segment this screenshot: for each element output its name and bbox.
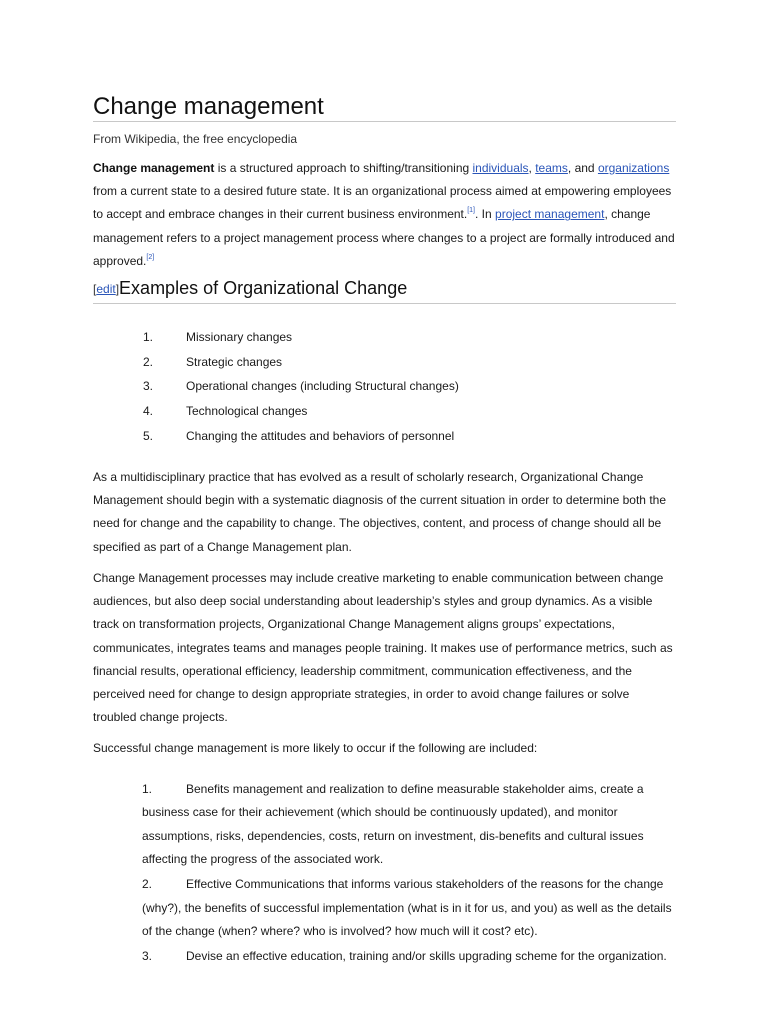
list-text: Technological changes: [186, 404, 308, 419]
intro-text-1: is a structured approach to shifting/transitioning: [214, 161, 473, 175]
list-number: 2.: [142, 877, 153, 892]
list-number: 4.: [143, 404, 154, 419]
list-number: 5.: [143, 428, 154, 443]
list-number: 2.: [143, 354, 154, 369]
link-project-management[interactable]: project management: [495, 207, 605, 222]
list-number: 3.: [143, 379, 154, 394]
list-text: Missionary changes: [186, 330, 293, 344]
intro-text-3: , and: [567, 161, 598, 175]
reference-1[interactable]: [1]: [467, 207, 476, 215]
bold-term: Change management: [93, 161, 215, 175]
list-item: [142, 873, 678, 943]
intro-paragraph: [93, 157, 676, 273]
paragraph-processes: Change Management processes may include creative marketing to enable communication between change audiences, but also deep social understanding about leadership’s styles and group dynamics. As a visible track on transformation projects, Organizational Change Management aligns groups’ expectations, communicates, integrates teams and manages people training. It makes use of performance metrics, such as financial results, operational efficiency, leadership commitment, communication effectiveness, and the perceived need for change to design appropriate strategies, in order to avoid change failures or solve troubled change projects.: [93, 571, 673, 725]
list-item: [93, 428, 676, 453]
success-factors-list: [142, 778, 678, 970]
link-organizations[interactable]: organizations: [597, 161, 670, 175]
page-title: Change management: [93, 92, 676, 122]
link-individuals[interactable]: individuals: [472, 161, 529, 175]
list-text: Strategic changes: [186, 354, 283, 369]
list-item: [142, 945, 678, 968]
list-item: [93, 403, 676, 428]
list-number: 1.: [143, 330, 154, 344]
list-text: Devise an effective education, training and/or skills upgrading scheme for the organization.: [186, 948, 667, 963]
list-number: 3.: [142, 948, 153, 963]
intro-text-6: , change management refers to a project management process where changes to a project are formally introduced and approved.: [93, 207, 675, 268]
reference-2[interactable]: [2]: [146, 253, 155, 261]
list-text: Benefits management and realization to define measurable stakeholder aims, create a business case for their achievement (which should be continuously updated), and monitor assumptions, risks, dependencies, costs, return on investment, dis-benefits and cultural issues affecting the progress of the associated work.: [142, 782, 644, 867]
paragraph-success-intro: Successful change management is more likely to occur if the following are included:: [93, 741, 538, 755]
edit-bracket-open: [: [93, 282, 97, 296]
list-item: [142, 778, 678, 872]
list-number: 1.: [142, 782, 153, 796]
paragraph-practice: As a multidisciplinary practice that has evolved as a result of scholarly research, Organizational Change Management should begin with a systematic diagnosis of the current situation in order to determine both the need for change and the capability to change. The objectives, content, and process of change should all be specified as part of a Change Management plan.: [93, 470, 666, 554]
section-heading-row: [93, 278, 676, 304]
intro-text-5: . In: [475, 207, 496, 222]
link-teams[interactable]: teams: [535, 161, 568, 175]
intro-text-4: from a current state to a desired future state. It is an organizational process aimed at empowering employees to accept and embrace changes in their current business environment.: [93, 184, 672, 222]
edit-section: [93, 282, 119, 296]
examples-list: [93, 329, 676, 452]
section-heading: Examples of Organizational Change: [119, 278, 408, 298]
list-item: [93, 329, 676, 354]
list-text: Effective Communications that informs various stakeholders of the reasons for the change (why?), the benefits of successful implementation (what is in it for us, and you) as well as the details of the change (when? where? who is involved? how much will it cost? etc).: [142, 877, 672, 938]
list-item: [93, 378, 676, 403]
list-text: Operational changes (including Structural changes): [186, 379, 459, 394]
list-text: Changing the attitudes and behaviors of personnel: [186, 428, 455, 443]
list-item: [93, 354, 676, 379]
page-subtitle: From Wikipedia, the free encyclopedia: [93, 132, 298, 146]
edit-bracket-close: ]: [115, 282, 120, 296]
edit-link[interactable]: edit: [96, 282, 116, 296]
intro-text-2: ,: [528, 161, 536, 175]
